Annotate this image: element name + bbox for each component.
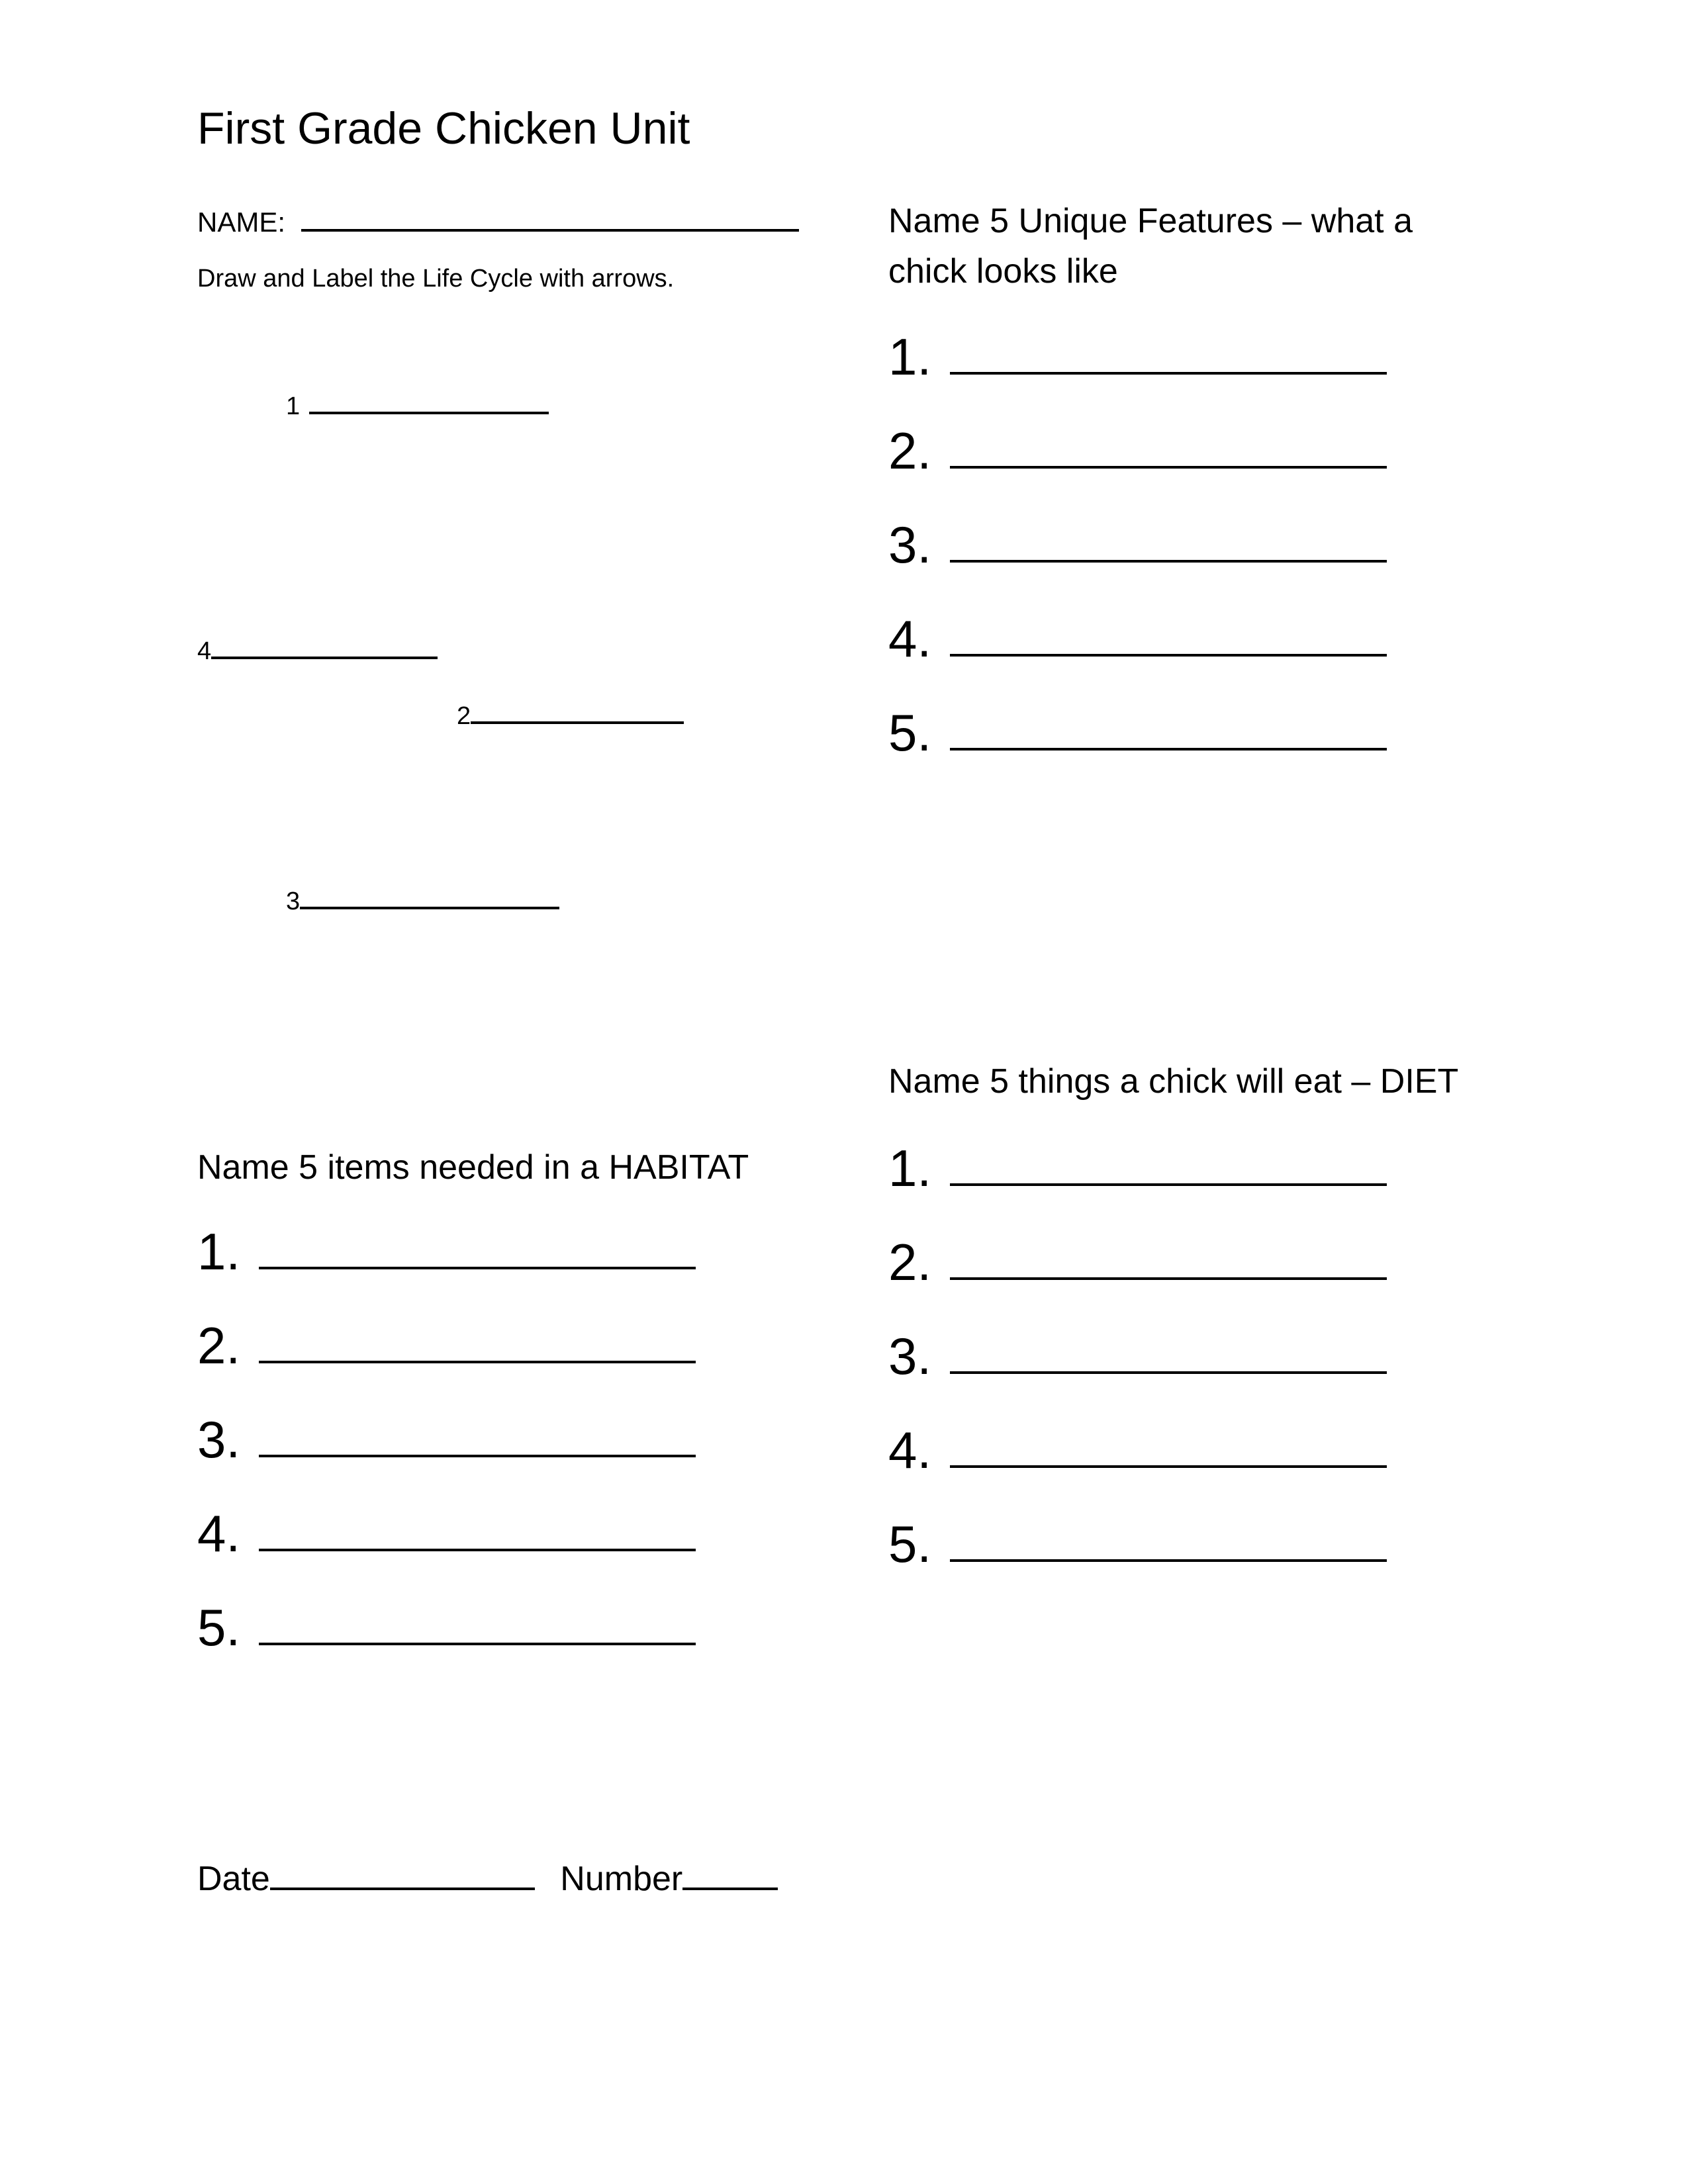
diet-item-number: 3.: [888, 1327, 932, 1385]
features-item-field[interactable]: [950, 426, 1387, 469]
habitat-item-field[interactable]: [259, 1227, 696, 1269]
features-item-number: 3.: [888, 516, 932, 574]
features-item-1: [888, 328, 1387, 386]
habitat-item-4: [197, 1504, 696, 1563]
features-item-field[interactable]: [950, 332, 1387, 375]
stage-3-field[interactable]: [300, 886, 559, 909]
footer-row: [197, 1858, 778, 1896]
diet-item-4: [888, 1421, 1387, 1479]
diet-item-number: 5.: [888, 1515, 932, 1573]
diet-item-field[interactable]: [950, 1520, 1387, 1562]
life-cycle-stage-1: [286, 390, 549, 419]
habitat-item-3: [197, 1410, 696, 1469]
features-heading-line-2: chick looks like: [888, 252, 1118, 291]
habitat-item-number: 3.: [197, 1410, 241, 1469]
date-label: Date: [197, 1860, 270, 1898]
life-cycle-stage-2: [457, 700, 684, 729]
features-item-2: [888, 422, 1387, 480]
diet-item-number: 2.: [888, 1233, 932, 1291]
number-field[interactable]: [682, 1858, 778, 1890]
diet-item-1: [888, 1139, 1387, 1197]
habitat-item-1: [197, 1222, 696, 1281]
habitat-item-number: 5.: [197, 1598, 241, 1657]
habitat-item-number: 2.: [197, 1316, 241, 1375]
features-item-number: 1.: [888, 328, 932, 386]
features-item-3: [888, 516, 1387, 574]
life-cycle-stage-4: [197, 635, 438, 664]
diet-item-3: [888, 1327, 1387, 1385]
features-item-number: 2.: [888, 422, 932, 480]
habitat-item-field[interactable]: [259, 1603, 696, 1645]
stage-1-field[interactable]: [309, 390, 549, 414]
stage-4-field[interactable]: [211, 635, 438, 659]
diet-item-field[interactable]: [950, 1426, 1387, 1468]
features-item-4: [888, 610, 1387, 668]
habitat-item-number: 4.: [197, 1504, 241, 1563]
features-item-field[interactable]: [950, 708, 1387, 751]
instruction-text: Draw and Label the Life Cycle with arrows.: [197, 265, 675, 293]
diet-item-2: [888, 1233, 1387, 1291]
habitat-item-field[interactable]: [259, 1415, 696, 1457]
features-item-number: 4.: [888, 610, 932, 668]
stage-3-number: 3: [286, 887, 301, 915]
features-item-number: 5.: [888, 704, 932, 762]
diet-heading: Name 5 things a chick will eat – DIET: [888, 1062, 1459, 1101]
stage-4-number: 4: [197, 637, 212, 665]
diet-item-number: 1.: [888, 1139, 932, 1197]
name-row: [197, 204, 799, 236]
stage-2-number: 2: [457, 702, 471, 730]
name-field[interactable]: [301, 204, 799, 232]
page-title: First Grade Chicken Unit: [197, 103, 690, 154]
diet-item-field[interactable]: [950, 1144, 1387, 1186]
features-item-field[interactable]: [950, 614, 1387, 657]
diet-item-number: 4.: [888, 1421, 932, 1479]
features-item-5: [888, 704, 1387, 762]
number-label: Number: [560, 1860, 683, 1898]
habitat-heading: Name 5 items needed in a HABITAT: [197, 1148, 749, 1187]
stage-1-number: 1: [286, 392, 301, 420]
diet-item-field[interactable]: [950, 1238, 1387, 1280]
date-field[interactable]: [270, 1858, 535, 1890]
habitat-item-field[interactable]: [259, 1321, 696, 1363]
habitat-item-field[interactable]: [259, 1509, 696, 1551]
habitat-item-2: [197, 1316, 696, 1375]
life-cycle-stage-3: [286, 886, 559, 914]
features-item-field[interactable]: [950, 520, 1387, 563]
diet-item-5: [888, 1515, 1387, 1573]
habitat-item-number: 1.: [197, 1222, 241, 1281]
diet-item-field[interactable]: [950, 1332, 1387, 1374]
habitat-item-5: [197, 1598, 696, 1657]
features-heading-line-1: Name 5 Unique Features – what a: [888, 202, 1413, 240]
name-label: NAME:: [197, 206, 286, 238]
stage-2-field[interactable]: [471, 700, 684, 724]
